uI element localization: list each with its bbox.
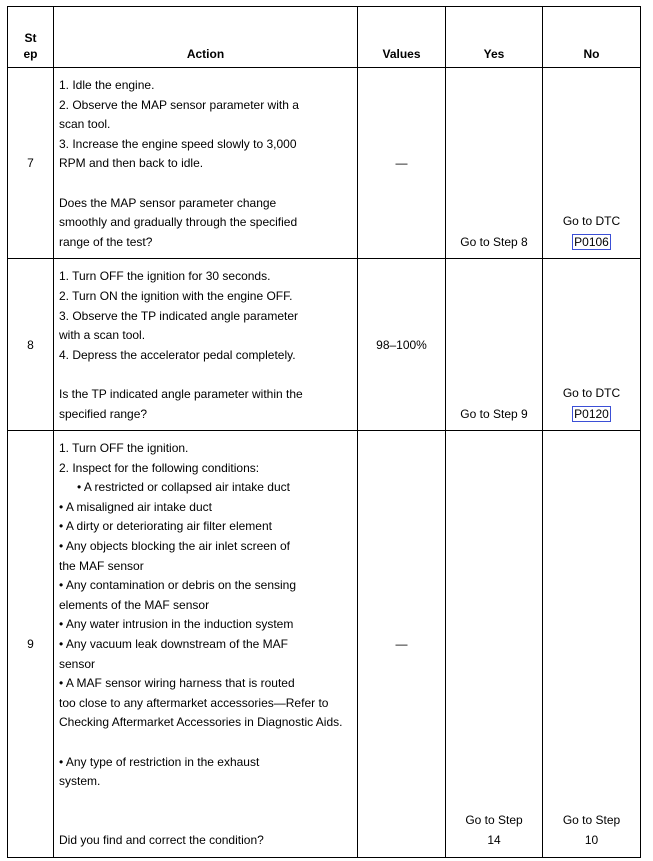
action-line: • Any type of restriction in the exhaust	[59, 754, 260, 769]
action-line: • Any contamination or debris on the sensing	[59, 578, 297, 593]
no-cell: Go to DTC P0106	[543, 68, 641, 259]
yes-cell: Go to Step 8	[446, 68, 543, 259]
action-line: • Any objects blocking the air inlet screen of	[59, 539, 290, 554]
action-line: 3. Increase the engine speed slowly to 3,000	[59, 136, 297, 151]
dtc-link[interactable]: P0120	[574, 406, 609, 421]
table-row	[8, 68, 641, 259]
action-line: Did you find and correct the condition?	[59, 832, 264, 847]
action-line: 1. Turn OFF the ignition.	[59, 441, 189, 456]
action-cell	[54, 259, 358, 431]
action-line: 1. Turn OFF the ignition for 30 seconds.	[59, 269, 271, 284]
no-cell: Go to DTC P0120	[543, 259, 641, 431]
action-line	[59, 365, 353, 385]
table-row	[8, 431, 641, 857]
action-line	[59, 792, 353, 812]
action-line: 2. Observe the MAP sensor parameter with a	[59, 97, 299, 112]
action-line	[59, 811, 353, 831]
action-line: elements of the MAF sensor	[59, 597, 210, 612]
action-line: • Any water intrusion in the induction system	[59, 617, 294, 632]
action-cell	[54, 68, 358, 259]
action-line: scan tool.	[59, 117, 111, 132]
action-line: Does the MAP sensor parameter change	[59, 195, 277, 210]
action-line: • A misaligned air intake duct	[59, 499, 212, 514]
values-cell: —	[358, 431, 446, 857]
action-line: • A MAF sensor wiring harness that is routed	[59, 676, 295, 691]
step-number: 8	[8, 259, 54, 431]
header-row	[8, 7, 641, 68]
header-action: Action	[54, 7, 358, 68]
action-line: too close to any aftermarket accessories—Refer to	[59, 695, 329, 710]
action-line: sensor	[59, 656, 96, 671]
action-line: the MAF sensor	[59, 558, 144, 573]
action-line: RPM and then back to idle.	[59, 156, 204, 171]
action-line: range of the test?	[59, 234, 153, 249]
action-line: 2. Inspect for the following conditions:	[59, 460, 260, 475]
header-yes: Yes	[446, 7, 543, 68]
action-line: specified range?	[59, 406, 148, 421]
action-line: smoothly and gradually through the specified	[59, 215, 298, 230]
action-line: • Any vacuum leak downstream of the MAF	[59, 637, 288, 652]
dtc-link[interactable]: P0106	[574, 234, 609, 249]
action-line: Is the TP indicated angle parameter within the	[59, 386, 303, 401]
action-line: Checking Aftermarket Accessories in Diagnostic Aids.	[59, 715, 343, 730]
yes-cell: Go to Step 9	[446, 259, 543, 431]
action-line: 4. Depress the accelerator pedal completely.	[59, 347, 296, 362]
header-no: No	[543, 7, 641, 68]
action-line: • A restricted or collapsed air intake duct	[77, 480, 290, 495]
table-row	[8, 259, 641, 431]
header-values: Values	[358, 7, 446, 68]
step-number: 7	[8, 68, 54, 259]
action-line: 2. Turn ON the ignition with the engine OFF.	[59, 288, 293, 303]
action-line: with a scan tool.	[59, 328, 146, 343]
action-line	[59, 174, 353, 194]
action-line: 1. Idle the engine.	[59, 78, 155, 92]
action-line: • A dirty or deteriorating air filter element	[59, 519, 272, 534]
action-line	[59, 733, 353, 753]
header-step: St ep	[8, 7, 54, 68]
step-number: 9	[8, 431, 54, 857]
action-line: system.	[59, 774, 101, 789]
values-cell: 98–100%	[358, 259, 446, 431]
action-line: 3. Observe the TP indicated angle parameter	[59, 308, 299, 323]
values-cell: —	[358, 68, 446, 259]
no-cell: Go to Step 10	[543, 431, 641, 857]
yes-cell: Go to Step 14	[446, 431, 543, 857]
action-cell	[54, 431, 358, 857]
diagnostic-table	[7, 6, 641, 858]
